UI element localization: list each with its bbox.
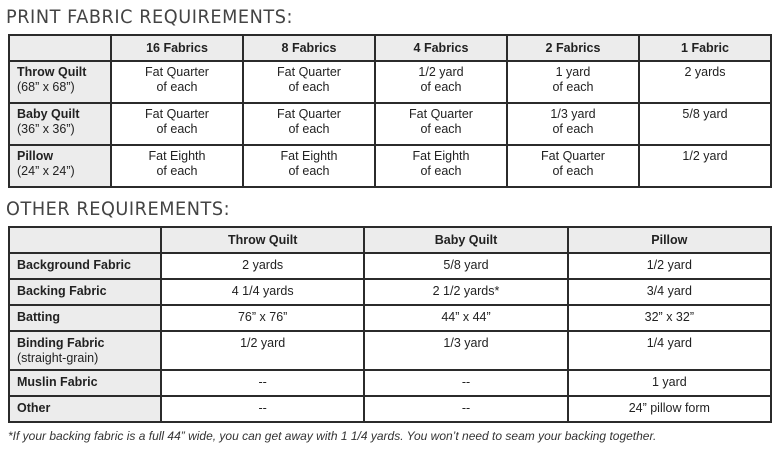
requirement-value: 5/8 yard [364, 253, 567, 279]
project-size: (24” x 24”) [17, 164, 75, 178]
print-table-row [9, 61, 771, 103]
fabric-amount: Fat Quarter [409, 107, 473, 121]
project-name: Throw Quilt [17, 65, 87, 79]
print-fabric-cell [639, 145, 771, 187]
fabric-amount: Fat Quarter [145, 107, 209, 121]
other-corner-cell [9, 227, 161, 253]
other-table-row [9, 331, 771, 370]
other-col-header: Pillow [568, 227, 771, 253]
print-col-header: 4 Fabrics [375, 35, 507, 61]
fabric-amount: Fat Eighth [280, 149, 338, 163]
other-requirements-table [8, 226, 772, 423]
print-fabric-cell [639, 103, 771, 145]
print-row-header [9, 103, 111, 145]
fabric-amount: of each [156, 122, 198, 136]
print-col-header: 8 Fabrics [243, 35, 375, 61]
print-fabric-cell [507, 61, 639, 103]
other-row-header [9, 305, 161, 331]
requirement-value: 1 yard [568, 370, 771, 396]
print-row-header [9, 145, 111, 187]
fabric-amount: of each [288, 80, 330, 94]
print-fabric-heading: PRINT FABRIC REQUIREMENTS: [6, 6, 294, 28]
other-header-row [9, 227, 771, 253]
fabric-amount: Fat Quarter [541, 149, 605, 163]
requirement-value: 1/2 yard [161, 331, 364, 370]
fabric-amount: of each [420, 164, 462, 178]
project-size: (36” x 36”) [17, 122, 75, 136]
requirement-value: 3/4 yard [568, 279, 771, 305]
print-fabric-cell [243, 145, 375, 187]
print-corner-cell [9, 35, 111, 61]
requirement-value: 76” x 76” [161, 305, 364, 331]
print-fabric-cell [111, 145, 243, 187]
project-name: Pillow [17, 149, 54, 163]
other-row-header [9, 253, 161, 279]
print-fabric-table [8, 34, 772, 188]
print-fabric-cell [111, 61, 243, 103]
fabric-amount: 2 yards [684, 65, 726, 79]
print-fabric-cell [375, 145, 507, 187]
project-name: Baby Quilt [17, 107, 80, 121]
fabric-amount: of each [288, 164, 330, 178]
requirement-value: 4 1/4 yards [161, 279, 364, 305]
print-fabric-cell [639, 61, 771, 103]
requirement-name: Other [17, 401, 51, 415]
other-table-row [9, 253, 771, 279]
requirement-value: -- [364, 396, 567, 422]
fabric-amount: 1/2 yard [682, 149, 728, 163]
requirement-value: 1/4 yard [568, 331, 771, 370]
print-fabric-cell [243, 103, 375, 145]
fabric-amount: Fat Quarter [277, 65, 341, 79]
requirement-name: Background Fabric [17, 258, 131, 272]
fabric-amount: 1 yard [555, 65, 591, 79]
print-col-header: 16 Fabrics [111, 35, 243, 61]
requirement-value: 1/3 yard [364, 331, 567, 370]
other-row-header [9, 396, 161, 422]
requirement-note: (straight-grain) [17, 351, 99, 365]
print-table-row [9, 145, 771, 187]
requirement-value: 32” x 32” [568, 305, 771, 331]
backing-footnote: *If your backing fabric is a full 44” wide, you can get away with 1 1/4 yards. You won’t need to seam your backing together. [8, 429, 657, 443]
other-col-header: Throw Quilt [161, 227, 364, 253]
other-table-row [9, 279, 771, 305]
fabric-amount: 1/2 yard [418, 65, 464, 79]
requirement-name: Binding Fabric [17, 336, 105, 350]
fabric-amount: of each [156, 164, 198, 178]
print-table-row [9, 103, 771, 145]
print-fabric-cell [375, 103, 507, 145]
requirement-value: 1/2 yard [568, 253, 771, 279]
print-col-header: 1 Fabric [639, 35, 771, 61]
fabric-amount: of each [552, 80, 594, 94]
print-fabric-cell [111, 103, 243, 145]
fabric-amount: Fat Eighth [148, 149, 206, 163]
fabric-amount: of each [288, 122, 330, 136]
other-row-header [9, 331, 161, 370]
requirement-value: 24” pillow form [568, 396, 771, 422]
requirement-value: -- [161, 370, 364, 396]
fabric-amount: 5/8 yard [682, 107, 728, 121]
requirement-value: -- [364, 370, 567, 396]
fabric-amount: of each [420, 122, 462, 136]
requirement-value: -- [161, 396, 364, 422]
fabric-amount: Fat Eighth [412, 149, 470, 163]
other-col-header: Baby Quilt [364, 227, 567, 253]
fabric-amount: of each [552, 164, 594, 178]
requirement-value: 2 1/2 yards* [364, 279, 567, 305]
fabric-amount: 1/3 yard [550, 107, 596, 121]
other-row-header [9, 370, 161, 396]
print-fabric-cell [375, 61, 507, 103]
print-fabric-cell [243, 61, 375, 103]
other-table-row [9, 370, 771, 396]
print-header-row [9, 35, 771, 61]
fabric-amount: of each [156, 80, 198, 94]
fabric-amount: Fat Quarter [277, 107, 341, 121]
project-size: (68” x 68”) [17, 80, 75, 94]
other-table-row [9, 396, 771, 422]
print-fabric-cell [507, 145, 639, 187]
requirement-name: Backing Fabric [17, 284, 107, 298]
other-row-header [9, 279, 161, 305]
print-fabric-cell [507, 103, 639, 145]
other-table-row [9, 305, 771, 331]
fabric-amount: Fat Quarter [145, 65, 209, 79]
other-requirements-heading: OTHER REQUIREMENTS: [6, 198, 231, 220]
fabric-amount: of each [552, 122, 594, 136]
print-col-header: 2 Fabrics [507, 35, 639, 61]
requirement-name: Muslin Fabric [17, 375, 98, 389]
requirement-value: 2 yards [161, 253, 364, 279]
print-row-header [9, 61, 111, 103]
requirement-value: 44” x 44” [364, 305, 567, 331]
fabric-amount: of each [420, 80, 462, 94]
requirement-name: Batting [17, 310, 61, 324]
